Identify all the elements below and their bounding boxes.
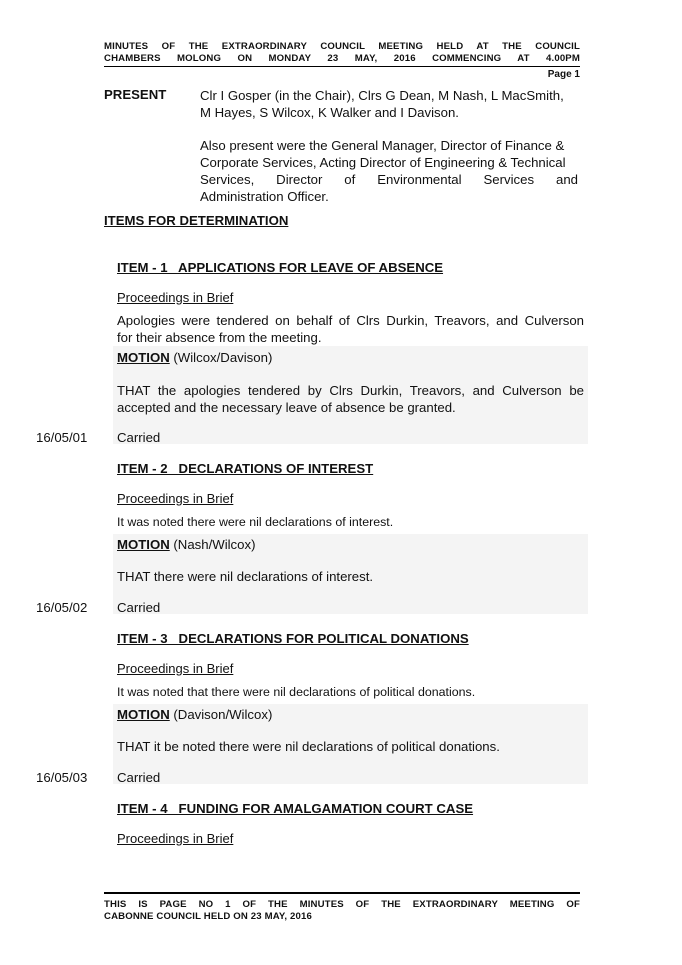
item-1-heading: ITEM - 1 APPLICATIONS FOR LEAVE OF ABSENCE: [117, 260, 444, 275]
also-present-line-2: Corporate Services, Acting Director of Engineering & Technical: [200, 155, 566, 170]
item-3-brief: It was noted that there were nil declarations of political donations.: [117, 685, 476, 699]
item-1-brief-line-2: for their absence from the meeting.: [117, 330, 322, 345]
item-1-resolution-number: 16/05/01: [36, 430, 88, 445]
item-3-proceedings-label: Proceedings in Brief: [117, 661, 234, 676]
also-present: [200, 137, 578, 205]
attendees-line-2: M Hayes, S Wilcox, K Walker and I Davison.: [200, 105, 459, 120]
footer-rule: [104, 892, 580, 894]
item-2-motion: [117, 537, 255, 552]
item-1-brief: [117, 312, 584, 346]
header-rule: [104, 66, 580, 67]
present-label: PRESENT: [104, 87, 167, 102]
item-1-motion: [117, 350, 272, 365]
page-footer: [104, 899, 580, 923]
item-2-motion-movers: (Nash/Wilcox): [169, 537, 256, 552]
also-present-line-1: Also present were the General Manager, Director of Finance &: [200, 138, 565, 153]
page-header: [104, 41, 580, 65]
item-1-brief-line-1: Apologies were tendered on behalf of Clrs Durkin, Treavors, and Culverson: [117, 313, 584, 328]
item-3-motion-movers: (Davison/Wilcox): [169, 707, 273, 722]
item-2-proceedings-label: Proceedings in Brief: [117, 491, 234, 506]
page-number: Page 1: [547, 69, 580, 80]
item-3-motion: [117, 707, 272, 722]
item-2-motion-label: MOTION: [117, 537, 170, 552]
item-2-resolution-number: 16/05/02: [36, 600, 88, 615]
attendees-line-1: Clr I Gosper (in the Chair), Clrs G Dean, M Nash, L MacSmith,: [200, 88, 564, 103]
item-1-proceedings-label: Proceedings in Brief: [117, 290, 234, 305]
item-1-outcome: Carried: [117, 430, 161, 445]
item-2-heading: ITEM - 2 DECLARATIONS OF INTEREST: [117, 461, 374, 476]
item-2-resolution: THAT there were nil declarations of interest.: [117, 569, 374, 584]
also-present-line-3: Services, Director of Environmental Services and: [200, 172, 578, 187]
item-4-proceedings-label: Proceedings in Brief: [117, 831, 234, 846]
footer-line-1: THIS IS PAGE NO 1 OF THE MINUTES OF THE EXTRAORDINARY MEETING OF: [104, 899, 580, 910]
footer-line-2: CABONNE COUNCIL HELD ON 23 MAY, 2016: [104, 911, 312, 922]
item-3-outcome: Carried: [117, 770, 161, 785]
section-heading: ITEMS FOR DETERMINATION: [104, 213, 289, 228]
item-2-brief: It was noted there were nil declarations of interest.: [117, 515, 394, 529]
item-1-resolution-line-1: THAT the apologies tendered by Clrs Durkin, Treavors, and Culverson be: [117, 383, 584, 398]
header-title-line-2: CHAMBERS MOLONG ON MONDAY 23 MAY, 2016 COMMENCING AT 4.00PM: [104, 53, 580, 64]
item-3-resolution: THAT it be noted there were nil declarations of political donations.: [117, 739, 500, 754]
item-1-motion-label: MOTION: [117, 350, 170, 365]
item-4-heading: ITEM - 4 FUNDING FOR AMALGAMATION COURT CASE: [117, 801, 474, 816]
item-3-motion-label: MOTION: [117, 707, 170, 722]
header-title-line-1: MINUTES OF THE EXTRAORDINARY COUNCIL MEETING HELD AT THE COUNCIL: [104, 41, 580, 52]
present-attendees: [200, 87, 578, 121]
also-present-line-4: Administration Officer.: [200, 189, 329, 204]
item-1-motion-movers: (Wilcox/Davison): [169, 350, 273, 365]
item-2-outcome: Carried: [117, 600, 161, 615]
item-3-heading: ITEM - 3 DECLARATIONS FOR POLITICAL DONATIONS: [117, 631, 469, 646]
item-3-resolution-number: 16/05/03: [36, 770, 88, 785]
item-1-resolution-line-2: accepted and the necessary leave of absence be granted.: [117, 400, 456, 415]
item-1-resolution: [117, 382, 584, 416]
